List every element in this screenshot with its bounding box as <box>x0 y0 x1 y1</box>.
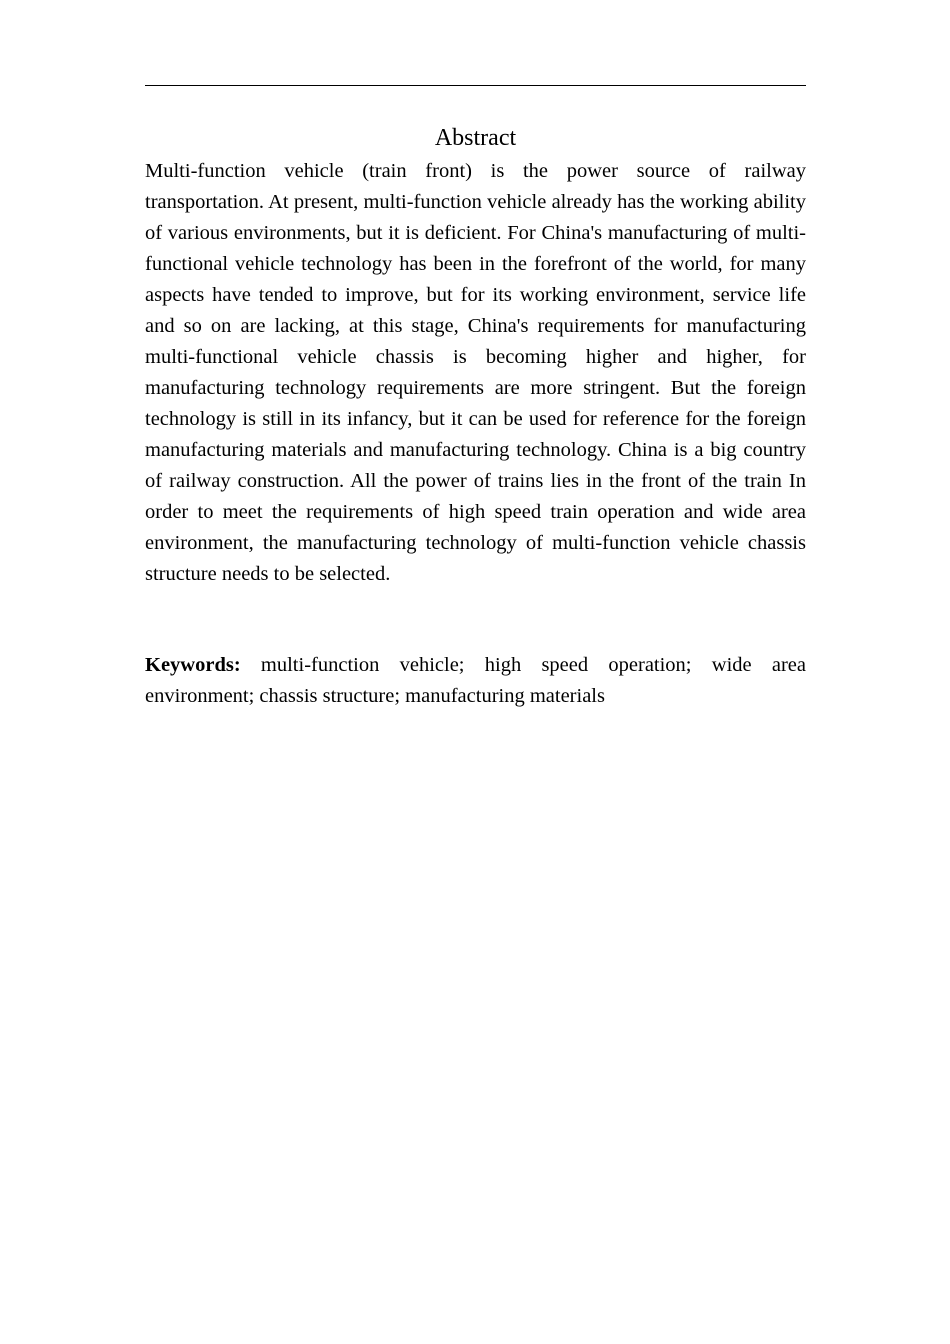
keywords-paragraph <box>145 650 806 712</box>
header-rule <box>145 85 806 86</box>
keywords-label: Keywords: <box>145 654 241 676</box>
keywords-text: multi-function vehicle; high speed operation; wide area environment; chassis structure; manufacturing materials <box>145 654 806 707</box>
abstract-body: Multi-function vehicle (train front) is the power source of railway transportation. At present, multi-function vehicle already has the working ability of various environments, but it is deficient. For China's manufacturing of multi-functional vehicle technology has been in the forefront of the world, for many aspects have tended to improve, but for its working environment, service life and so on are lacking, at this stage, China's requirements for manufacturing multi-functional vehicle chassis is becoming higher and higher, for manufacturing technology requirements are more stringent. But the foreign technology is still in its infancy, but it can be used for reference for the foreign manufacturing materials and manufacturing technology. China is a big country of railway construction. All the power of trains lies in the front of the train In order to meet the requirements of high speed train operation and wide area environment, the manufacturing technology of multi-function vehicle chassis structure needs to be selected. <box>145 160 806 585</box>
abstract-title: Abstract <box>434 125 517 151</box>
